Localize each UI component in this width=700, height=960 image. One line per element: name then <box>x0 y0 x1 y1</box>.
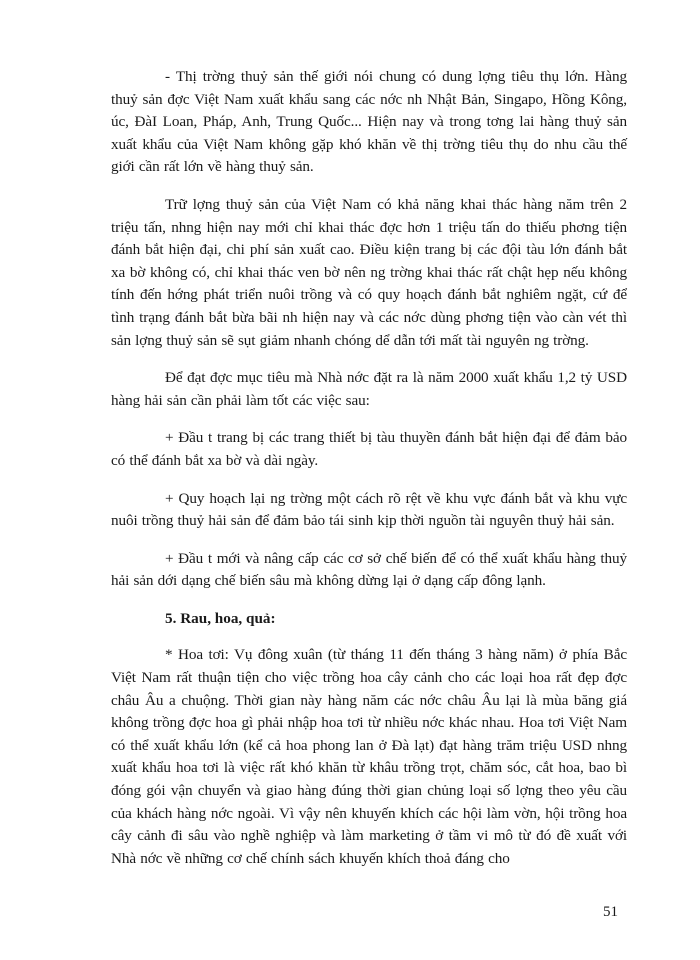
page-body <box>111 66 627 870</box>
paragraph-export-target: Để đạt đợc mục tiêu mà Nhà nớc đặt ra là năm 2000 xuất khẩu 1,2 tỷ USD hàng hải sản cần phải làm tốt các việc sau: <box>111 369 627 409</box>
paragraph-processing-upgrade: + Đầu t mới và nâng cấp các cơ sở chế biến để có thể xuất khẩu hàng thuỷ hải sản dới dạng chế biến sâu mà không dừng lại ở dạng cấp đông lạnh. <box>111 549 627 590</box>
page-number: 51 <box>603 904 618 920</box>
section-heading: 5. Rau, hoa, quả: <box>165 609 276 627</box>
paragraph-fisheries-market: - Thị trờng thuỷ sản thế giới nói chung có dung lợng tiêu thụ lớn. Hàng thuỷ sản đợc Việt Nam xuất khẩu sang các nớc nh Nhật Bản, Singapo, Hồng Kông, úc, ĐàI Loan, Pháp, Anh, Trung Quốc... Hiện nay và trong tơng lai hàng thuỷ sản xuất khẩu của Việt Nam không gặp khó khăn về thị trờng tiêu thụ do nhu cầu thế giới cần rất lớn về hàng thuỷ sản. <box>111 68 627 176</box>
paragraph-investment-fleet: + Đầu t trang bị các trang thiết bị tàu thuyền đánh bắt hiện đại để đảm bảo có thể đánh bắt xa bờ và dài ngày. <box>111 429 627 469</box>
paragraph-fisheries-reserves: Trữ lợng thuỷ sản của Việt Nam có khả năng khai thác hàng năm trên 2 triệu tấn, nhng hiện nay mới chỉ khai thác đợc hơn 1 triệu tấn do thiếu phơng tiện đánh bắt hiện đại, chi phí sản xuất cao. Điều kiện trang bị các đội tàu lớn đánh bắt xa bờ không có, chỉ khai thác ven bờ nên ng trờng khai thác rất chật hẹp nếu không tính đến hớng phát triển nuôi trồng và có quy hoạch đánh bắt nghiêm ngặt, cứ để tình trạng đánh bắt bừa bãi nh hiện nay và các nớc dùng phơng tiện vào càn vét thì sản lợng thuỷ sản sẽ sụt giảm nhanh chóng dể dẫn tới mất tài nguyên ng trờng. <box>111 195 627 349</box>
paragraph-fresh-flowers: * Hoa tơi: Vụ đông xuân (từ tháng 11 đến tháng 3 hàng năm) ở phía Bắc Việt Nam rất thuận tiện cho việc trồng hoa cây cảnh cho các loại hoa rất đẹp đợc châu Âu a chuộng. Thời gian này hàng năm các nớc châu Âu lại là mùa băng giá không trồng đợc hoa gì phải nhập hoa tơi từ nhiều nớc khác nhau. Hoa tơi Việt Nam có thể xuất khẩu lớn (kể cả hoa phong lan ở Đà lạt) đạt hàng trăm triệu USD nhng xuất khẩu hoa tơi là việc rất khó khăn từ khâu trồng trọt, chăm sóc, cắt hoa, bao bì đóng gói vận chuyển và giao hàng đúng thời gian chủng loại số lợng theo yêu cầu của khách hàng nớc ngoài. Vì vậy nên khuyến khích các hội làm vờn, hội trồng hoa cây cảnh đi sâu vào nghề nghiệp và làm marketing ở tầm vi mô từ đó đề xuất với Nhà nớc về những cơ chế chính sách khuyến khích thoả đáng cho <box>111 646 627 867</box>
paragraph-fishing-zone-planning: + Quy hoạch lại ng trờng một cách rõ rệt về khu vực đánh bắt và khu vực nuôi trồng thuỷ hải sản để đảm bảo tái sinh kịp thời nguồn tài nguyên thuỷ hải sản. <box>111 489 627 530</box>
